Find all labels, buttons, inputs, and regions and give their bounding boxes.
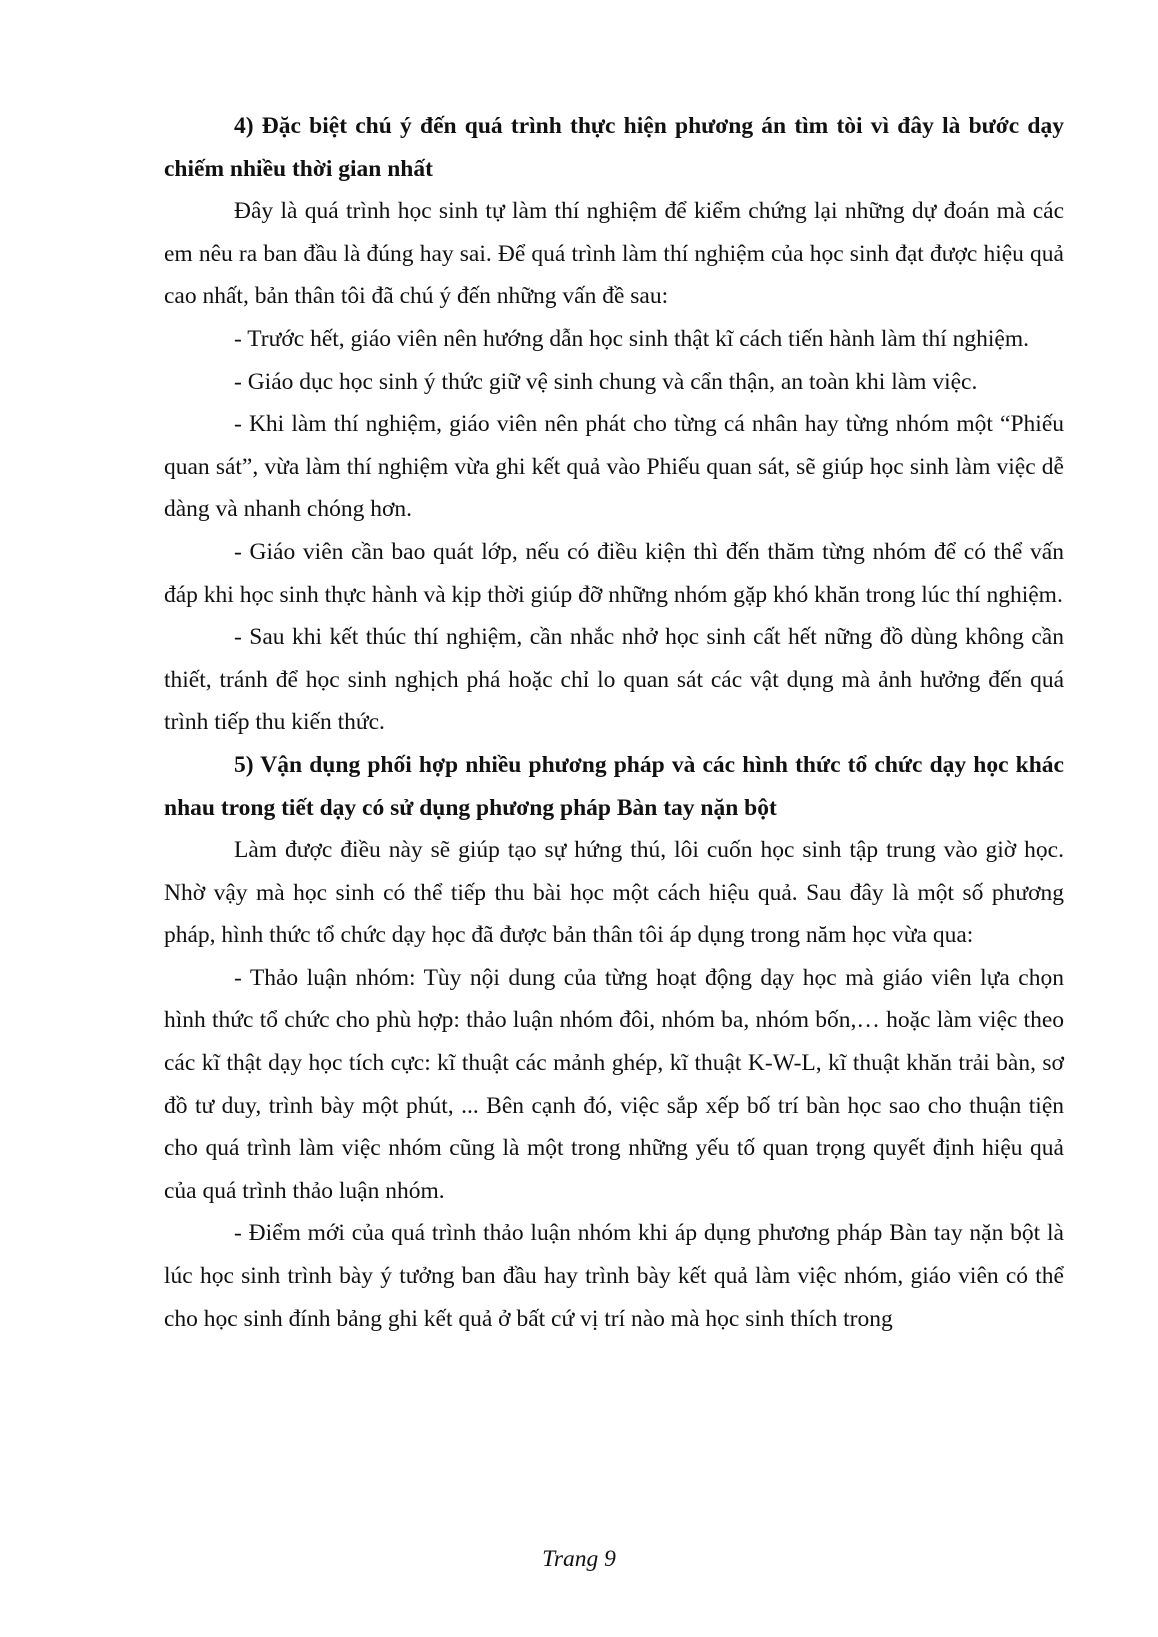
bullet-paragraph: - Thảo luận nhóm: Tùy nội dung của từng hoạt động dạy học mà giáo viên lựa chọn hình thức tổ chức cho phù hợp: thảo luận nhóm đôi, nhóm ba, nhóm bốn,… hoặc làm việc theo các kĩ thật dạy học tích cực: kĩ thuật các mảnh ghép, kĩ thuật K-W-L, kĩ thuật khăn trải bàn, sơ đồ tư duy, trình bày một phút, ... Bên cạnh đó, việc sắp xếp bố trí bàn học sao cho thuận tiện cho quá trình làm việc nhóm cũng là một trong những yếu tố quan trọng quyết định hiệu quả của quá trình thảo luận nhóm. — [164, 964, 1064, 1204]
body-paragraph: Đây là quá trình học sinh tự làm thí nghiệm để kiểm chứng lại những dự đoán mà các em nêu ra ban đầu là đúng hay sai. Để quá trình làm thí nghiệm của học sinh đạt được hiệu quả cao nhất, bản thân tôi đã chú ý đến những vấn đề sau: — [164, 198, 1064, 310]
bullet-paragraph: - Giáo viên cần bao quát lớp, nếu có điều kiện thì đến thăm từng nhóm để có thể vấn đáp khi học sinh thực hành và kịp thời giúp đỡ những nhóm gặp khó khăn trong lúc thí nghiệm. — [164, 538, 1064, 608]
page-number: Trang 9 — [542, 1546, 616, 1572]
section-heading-5: 5) Vận dụng phối hợp nhiều phương pháp và các hình thức tổ chức dạy học khác nhau trong tiết dạy có sử dụng phương pháp Bàn tay nặn bột — [164, 751, 1064, 821]
bullet-paragraph: - Điểm mới của quá trình thảo luận nhóm khi áp dụng phương pháp Bàn tay nặn bột là lúc học sinh trình bày ý tưởng ban đầu hay trình bày kết quả làm việc nhóm, giáo viên có thể cho học sinh đính bảng ghi kết quả ở bất cứ vị trí nào mà học sinh thích trong — [164, 1220, 1064, 1332]
bullet-paragraph: - Khi làm thí nghiệm, giáo viên nên phát cho từng cá nhân hay từng nhóm một “Phiếu quan sát”, vừa làm thí nghiệm vừa ghi kết quả vào Phiếu quan sát, sẽ giúp học sinh làm việc dễ dàng và nhanh chóng hơn. — [164, 411, 1064, 523]
bullet-paragraph: - Giáo dục học sinh ý thức giữ vệ sinh chung và cẩn thận, an toàn khi làm việc. — [234, 368, 978, 395]
bullet-paragraph: - Sau khi kết thúc thí nghiệm, cần nhắc nhở học sinh cất hết nững đồ dùng không cần thiết, tránh để học sinh nghịch phá hoặc chỉ lo quan sát các vật dụng mà ảnh hưởng đến quá trình tiếp thu kiến thức. — [164, 624, 1064, 736]
bullet-paragraph: - Trước hết, giáo viên nên hướng dẫn học sinh thật kĩ cách tiến hành làm thí nghiệm. — [234, 325, 1029, 352]
section-heading-4: 4) Đặc biệt chú ý đến quá trình thực hiện phương án tìm tòi vì đây là bước dạy chiếm nhiều thời gian nhất — [164, 113, 1064, 182]
body-paragraph: Làm được điều này sẽ giúp tạo sự hứng thú, lôi cuốn học sinh tập trung vào giờ học. Nhờ vậy mà học sinh có thể tiếp thu bài học một cách hiệu quả. Sau đây là một số phương pháp, hình thức tổ chức dạy học đã được bản thân tôi áp dụng trong năm học vừa qua: — [164, 837, 1064, 949]
page-body — [164, 105, 1064, 1340]
